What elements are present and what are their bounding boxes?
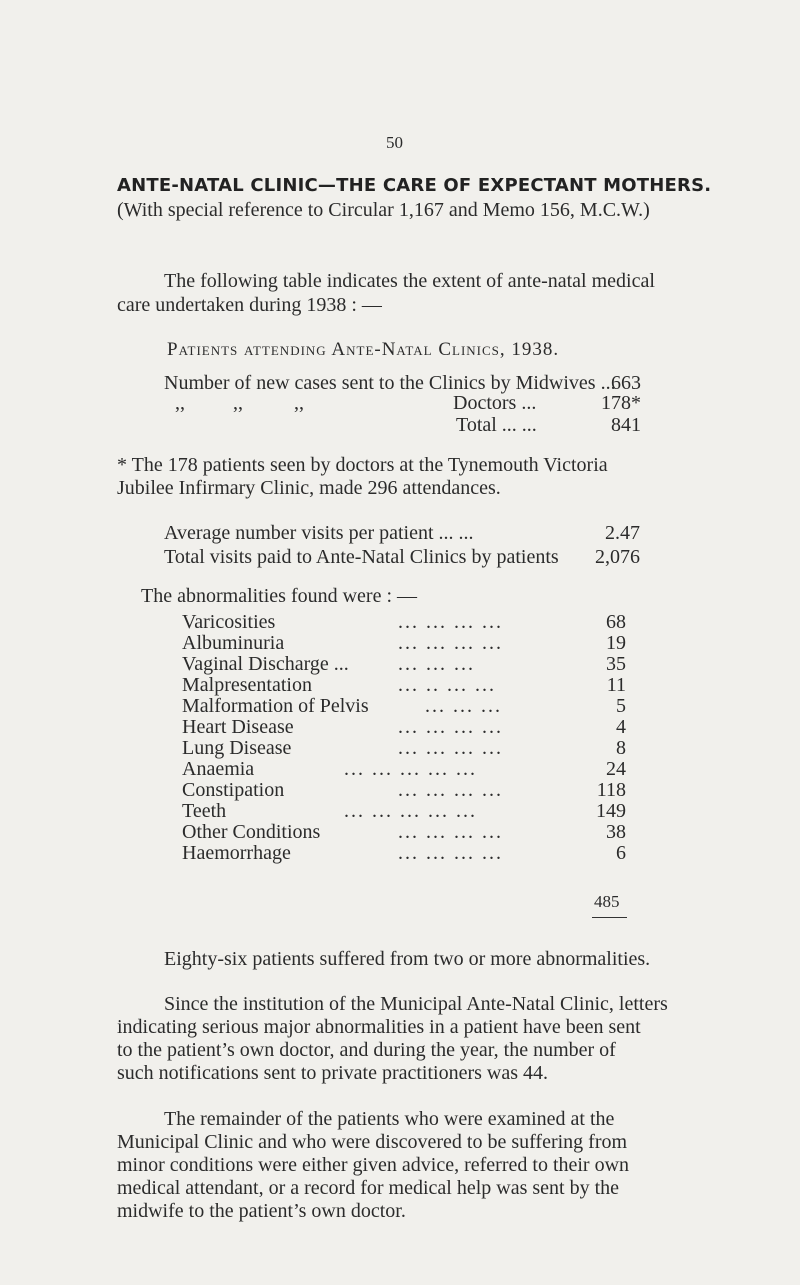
- intro-line-1: The following table indicates the extent of ante-natal medical: [164, 270, 655, 292]
- page-number: 50: [386, 133, 403, 152]
- leader-dots: ... ... ...: [398, 653, 475, 675]
- eighty-six-sentence: Eighty-six patients suffered from two or more abnormalities.: [164, 948, 651, 970]
- list-item-name: Anaemia: [182, 758, 255, 780]
- leader-dots: ... ... ... ... ...: [344, 758, 477, 780]
- average-visits-label: Average number visits per patient ... ...: [164, 522, 474, 544]
- list-item-name: Other Conditions: [182, 821, 321, 843]
- ditto-mark-3: ,,: [294, 392, 304, 414]
- para-remainder-line-3: minor conditions were either given advice, referred to their own: [117, 1154, 630, 1176]
- page-title: ANTE-NATAL CLINIC—THE CARE OF EXPECTANT MOTHERS.: [117, 175, 712, 196]
- leader-dots: ... ... ... ...: [398, 716, 503, 738]
- total-visits-label: Total visits paid to Ante-Natal Clinics by patients: [164, 546, 559, 568]
- midwives-label: Number of new cases sent to the Clinics by Midwives ...: [164, 372, 616, 394]
- list-item-value: 5: [616, 695, 626, 717]
- total-visits-value: 2,076: [595, 546, 640, 568]
- para-remainder-line-5: midwife to the patient’s own doctor.: [117, 1200, 406, 1222]
- list-item-value: 8: [616, 737, 626, 759]
- total-value: 841: [611, 414, 641, 436]
- list-item-name: Heart Disease: [182, 716, 294, 738]
- list-item-value: 19: [606, 632, 626, 654]
- list-item-value: 149: [596, 800, 626, 822]
- leader-dots: ... .. ... ...: [398, 674, 496, 696]
- para-remainder-line-2: Municipal Clinic and who were discovered to be suffering from: [117, 1131, 628, 1153]
- footnote-line-1: * The 178 patients seen by doctors at the Tynemouth Victoria: [117, 454, 608, 476]
- list-item-value: 24: [606, 758, 626, 780]
- leader-dots: ... ... ... ...: [398, 842, 503, 864]
- para-remainder-line-1: The remainder of the patients who were examined at the: [164, 1108, 615, 1130]
- list-item-name: Albuminuria: [182, 632, 285, 654]
- list-item-name: Varicosities: [182, 611, 276, 633]
- list-item-value: 68: [606, 611, 626, 633]
- para-letters-line-1: Since the institution of the Municipal Ante-Natal Clinic, letters: [164, 993, 668, 1015]
- leader-dots: ... ... ... ...: [398, 632, 503, 654]
- list-item-name: Constipation: [182, 779, 285, 801]
- leader-dots: ... ... ...: [425, 695, 502, 717]
- list-item-name: Malpresentation: [182, 674, 312, 696]
- doctors-label: Doctors ...: [453, 392, 537, 414]
- midwives-value: 663: [611, 372, 641, 394]
- list-item-name: Vaginal Discharge ...: [182, 653, 349, 675]
- list-item-value: 35: [606, 653, 626, 675]
- list-item-name: Lung Disease: [182, 737, 292, 759]
- list-item-name: Malformation of Pelvis: [182, 695, 369, 717]
- list-item-value: 6: [616, 842, 626, 864]
- leader-dots: ... ... ... ... ...: [344, 800, 477, 822]
- leader-dots: ... ... ... ...: [398, 737, 503, 759]
- intro-line-2: care undertaken during 1938 : —: [117, 294, 382, 316]
- para-letters-line-3: to the patient’s own doctor, and during the year, the number of: [117, 1039, 616, 1061]
- ditto-mark-2: ,,: [233, 392, 243, 414]
- abnormalities-intro: The abnormalities found were : —: [141, 585, 418, 607]
- leader-dots: ... ... ... ...: [398, 611, 503, 633]
- abnormalities-total: 485: [594, 892, 620, 911]
- list-item-value: 38: [606, 821, 626, 843]
- list-item-value: 4: [616, 716, 626, 738]
- footnote-line-2: Jubilee Infirmary Clinic, made 296 attendances.: [117, 477, 501, 499]
- ditto-mark-1: ,,: [175, 392, 185, 414]
- total-label: Total ... ...: [456, 414, 537, 436]
- divider: [592, 917, 627, 918]
- doctors-value: 178*: [601, 392, 641, 414]
- table-title: Patients attending Ante-Natal Clinics, 1938.: [167, 339, 560, 360]
- leader-dots: ... ... ... ...: [398, 779, 503, 801]
- para-remainder-line-4: medical attendant, or a record for medical help was sent by the: [117, 1177, 620, 1199]
- list-item-value: 11: [606, 674, 626, 696]
- subtitle: (With special reference to Circular 1,167 and Memo 156, M.C.W.): [117, 199, 650, 221]
- leader-dots: ... ... ... ...: [398, 821, 503, 843]
- para-letters-line-4: such notifications sent to private practitioners was 44.: [117, 1062, 549, 1084]
- average-visits-value: 2.47: [605, 522, 640, 544]
- list-item-name: Teeth: [182, 800, 227, 822]
- list-item-name: Haemorrhage: [182, 842, 291, 864]
- list-item-value: 118: [596, 779, 626, 801]
- para-letters-line-2: indicating serious major abnormalities in a patient have been sent: [117, 1016, 641, 1038]
